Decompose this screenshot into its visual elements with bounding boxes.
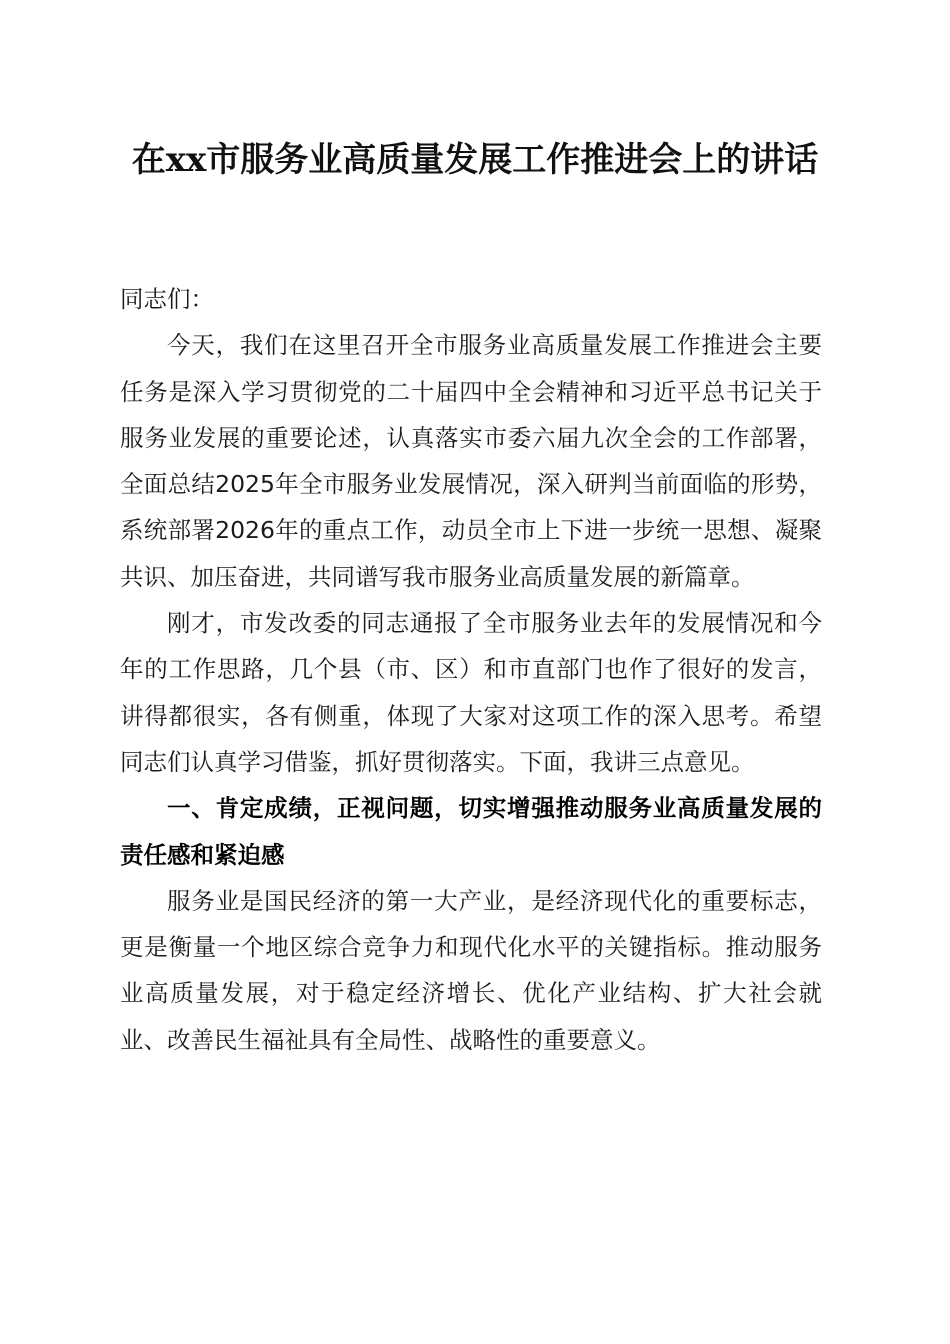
salutation: 同志们： (120, 285, 214, 313)
section-heading: 一、肯定成绩，正视问题，切实增强推动服务业高质量发展的责任感和紧迫感 (120, 794, 822, 869)
document-title: 在xx市服务业高质量发展工作推进会上的讲话 (131, 140, 819, 180)
document-body (120, 276, 822, 1063)
paragraph-intro: 今天，我们在这里召开全市服务业高质量发展工作推进会主要任务是深入学习贯彻党的二十届四中全会精神和习近平总书记关于服务业发展的重要论述，认真落实市委六届九次全会的工作部署，全面总结2025年全市服务业发展情况，深入研判当前面临的形势，系统部署2026年的重点工作，动员全市上下进一步统一思想、凝聚共识、加压奋进，共同谱写我市服务业高质量发展的新篇章。 (120, 331, 822, 591)
paragraph-section-one: 服务业是国民经济的第一大产业，是经济现代化的重要标志，更是衡量一个地区综合竞争力和现代化水平的关键指标。推动服务业高质量发展，对于稳定经济增长、优化产业结构、扩大社会就业、改善民生福祉具有全局性、战略性的重要意义。 (120, 886, 822, 1054)
paragraph-review: 刚才，市发改委的同志通报了全市服务业去年的发展情况和今年的工作思路，几个县（市、区）和市直部门也作了很好的发言，讲得都很实，各有侧重，体现了大家对这项工作的深入思考。希望同志们认真学习借鉴，抓好贯彻落实。下面，我讲三点意见。 (120, 609, 822, 776)
